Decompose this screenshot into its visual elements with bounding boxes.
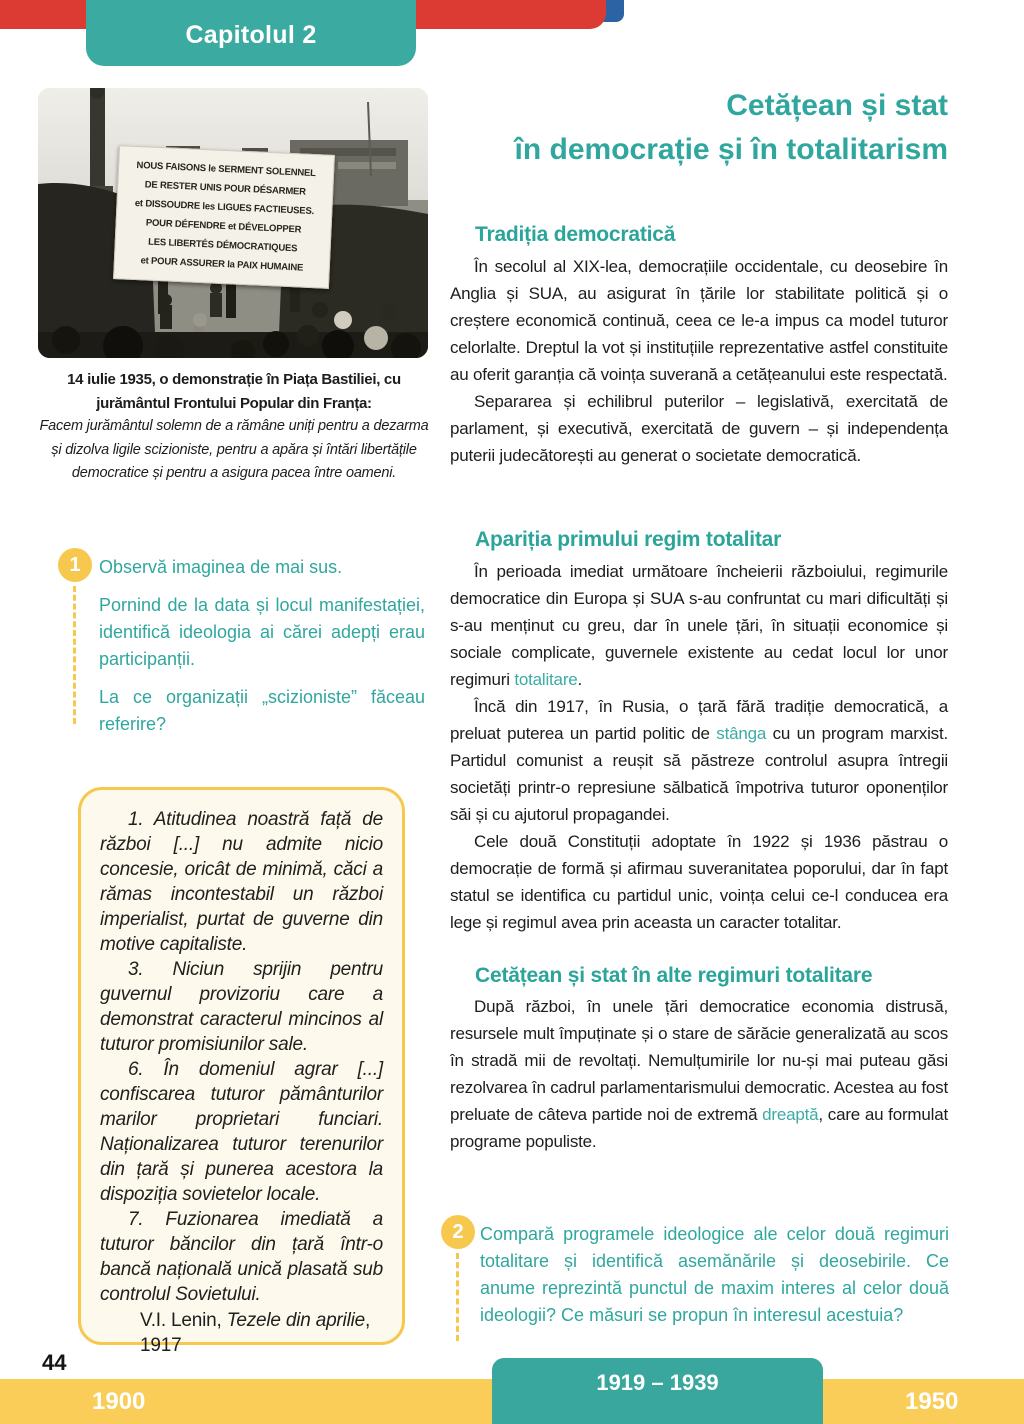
paragraph: În perioada imediat următoare încheierii războiului, regimurile democratice din Europa și SUA s-au confruntat cu mari dificultăți și s-au menținut cu greu, dar în unele țări, în situații economice și sociale complicate, guvernele existente au cedat locul lor unor regimuri totalitare. <box>450 562 948 689</box>
paragraph: După război, în unele țări democratice economia distrusă, resursele mult împuținate și o stare de sărăcie generalizată au scos în stradă mii de revoltați. Nemulțumirile lor nu-și mai puteau găsi rezolvarea în cadrul parlamentarismului democratic. Acestea au fost preluate de câteva partide noi de extremă dreaptă, care au formulat programe populiste. <box>450 997 948 1151</box>
page-title-line-1: Cetățean și stat <box>726 89 948 122</box>
page-number: 44 <box>42 1350 67 1375</box>
question-2-text <box>480 1221 949 1329</box>
banner-line: et POUR ASSURER la PAIX HUMAINE <box>140 255 304 274</box>
timeline-period-label: 1919 – 1939 <box>596 1370 719 1395</box>
section-heading-traditia-democratica: Tradiția democratică <box>475 223 676 246</box>
timeline-year-1950: 1950 <box>905 1388 959 1415</box>
source-paragraph-1: 1. Atitudinea noastră față de război [...] nu admite nicio concesie, oricât de minimă, căci a rămas incontestabil un război imperialist, purtat de guverne din motive capitaliste. <box>100 809 383 955</box>
question-1-line-3: La ce organizații „scizioniste” făceau referire? <box>99 687 425 734</box>
question-2-dashed-line <box>456 1253 459 1341</box>
demonstration-photo <box>38 88 428 358</box>
banner-line: POUR DÉFENDRE et DÉVELOPPER <box>145 217 302 236</box>
question-1-line-2: Pornind de la data și locul manifestației, identifică ideologia ai cărei adepți erau participanții. <box>99 595 425 669</box>
section-heading-cetatean-si-stat: Cetățean și stat în alte regimuri totalitare <box>475 964 873 987</box>
banner-sign <box>113 145 335 289</box>
source-paragraph-3: 6. În domeniul agrar [...] confiscarea tuturor pământurilor marilor proprietari funciari. Naționalizarea tuturor terenurilor din țară și punerea acestora la dispoziția sovietelor locale. <box>100 1059 383 1205</box>
question-1-number <box>58 548 92 582</box>
chapter-tab <box>86 0 416 66</box>
page-title <box>430 84 948 172</box>
page-title-line-2: în democrație și în totalitarism <box>514 133 948 166</box>
question-1-line-1: Observă imaginea de mai sus. <box>99 557 343 577</box>
paragraph: Cele două Constituții adoptate în 1922 și 1936 păstrau o democrație de formă și afirmau suveranitatea poporului, dar în fapt statul se identifica cu partidul unic, voința celui ce-l conducea era lege și regimul avea prin aceasta un caracter totalitar. <box>450 832 948 932</box>
question-2-number-label: 2 <box>452 1220 464 1243</box>
chapter-tab-label: Capitolul 2 <box>185 20 317 49</box>
question-2-line-1: Compară programele ideologice ale celor două regimuri totalitare și identifică asemănările și deosebirile. Ce anume reprezintă punctul de maxim interes al celor două ideologii? Ce măsuri se propun în interesul acestuia? <box>480 1224 949 1325</box>
source-paragraph-2: 3. Niciun sprijin pentru guvernul provizoriu care a demonstrat caracterul mincinos al tuturor promisiunilor sale. <box>100 959 383 1055</box>
source-attribution: V.I. Lenin, Tezele din aprilie, 1917 <box>140 1310 371 1356</box>
question-1-dashed-line <box>73 586 76 724</box>
question-1-text <box>99 554 425 738</box>
paragraph: În secolul al XIX-lea, democrațiile occidentale, cu deosebire în Anglia și SUA, au asigurat în țările lor stabilitate politică și o creștere economică continuă, ceea ce le-a impus ca model tuturor celorlalte. Dreptul la vot și instituțiile reprezentative astfel constituite au oferit garanția că voința suverană a cetățeanului este respectată. <box>450 257 948 384</box>
photo-caption <box>36 368 432 486</box>
section-heading-aparitia-primului-regim: Apariția primului regim totalitar <box>475 528 782 551</box>
source-paragraph-4: 7. Fuzionarea imediată a tuturor băncilor din țară într-o bancă națională unică plasată sub controlul Sovietului. <box>100 1209 383 1305</box>
banner-line: LES LIBERTÉS DÉMOCRATIQUES <box>147 236 298 255</box>
paragraph: Încă din 1917, în Rusia, o țară fără tradiție democratică, a preluat puterea un partid politic de stânga cu un program marxist. Partidul comunist a reușit să păstreze controlul asupra întregii societăți printr-o represiune sălbatică împotriva tuturor oponenților săi și cu ajutorul propagandei. <box>450 697 948 824</box>
banner-line: NOUS FAISONS le SERMENT SOLENNEL <box>136 159 317 180</box>
section-2-paragraphs <box>450 558 948 936</box>
section-1-paragraphs <box>450 253 948 469</box>
caption-italic: Facem jurământul solemn de a rămâne uniți pentru a dezarma și dizolva ligile scizioniste, pentru a apăra și întări libertățile democratice și pentru a asigura pacea între oameni. <box>39 418 429 481</box>
source-quote-box <box>78 787 405 1356</box>
banner-line: DE RESTER UNIS POUR DÉSARMER <box>144 179 307 198</box>
caption-bold: 14 iulie 1935, o demonstrație în Piața Bastiliei, cu jurământul Frontului Popular din Franța: <box>67 371 401 412</box>
section-3-paragraphs <box>450 993 948 1155</box>
timeline-year-1900: 1900 <box>92 1388 146 1415</box>
question-1-number-label: 1 <box>69 553 81 576</box>
banner-line: et DISSOUDRE les LIGUES FACTIEUSES. <box>134 197 315 218</box>
paragraph: Separarea și echilibrul puterilor – legislativă, exercitată de parlament, și executivă, exercitată de guvern – și independența puterii judecătorești au generat o societate democratică. <box>450 392 948 465</box>
timeline-period-box <box>492 1358 823 1424</box>
question-2-number <box>441 1215 475 1249</box>
